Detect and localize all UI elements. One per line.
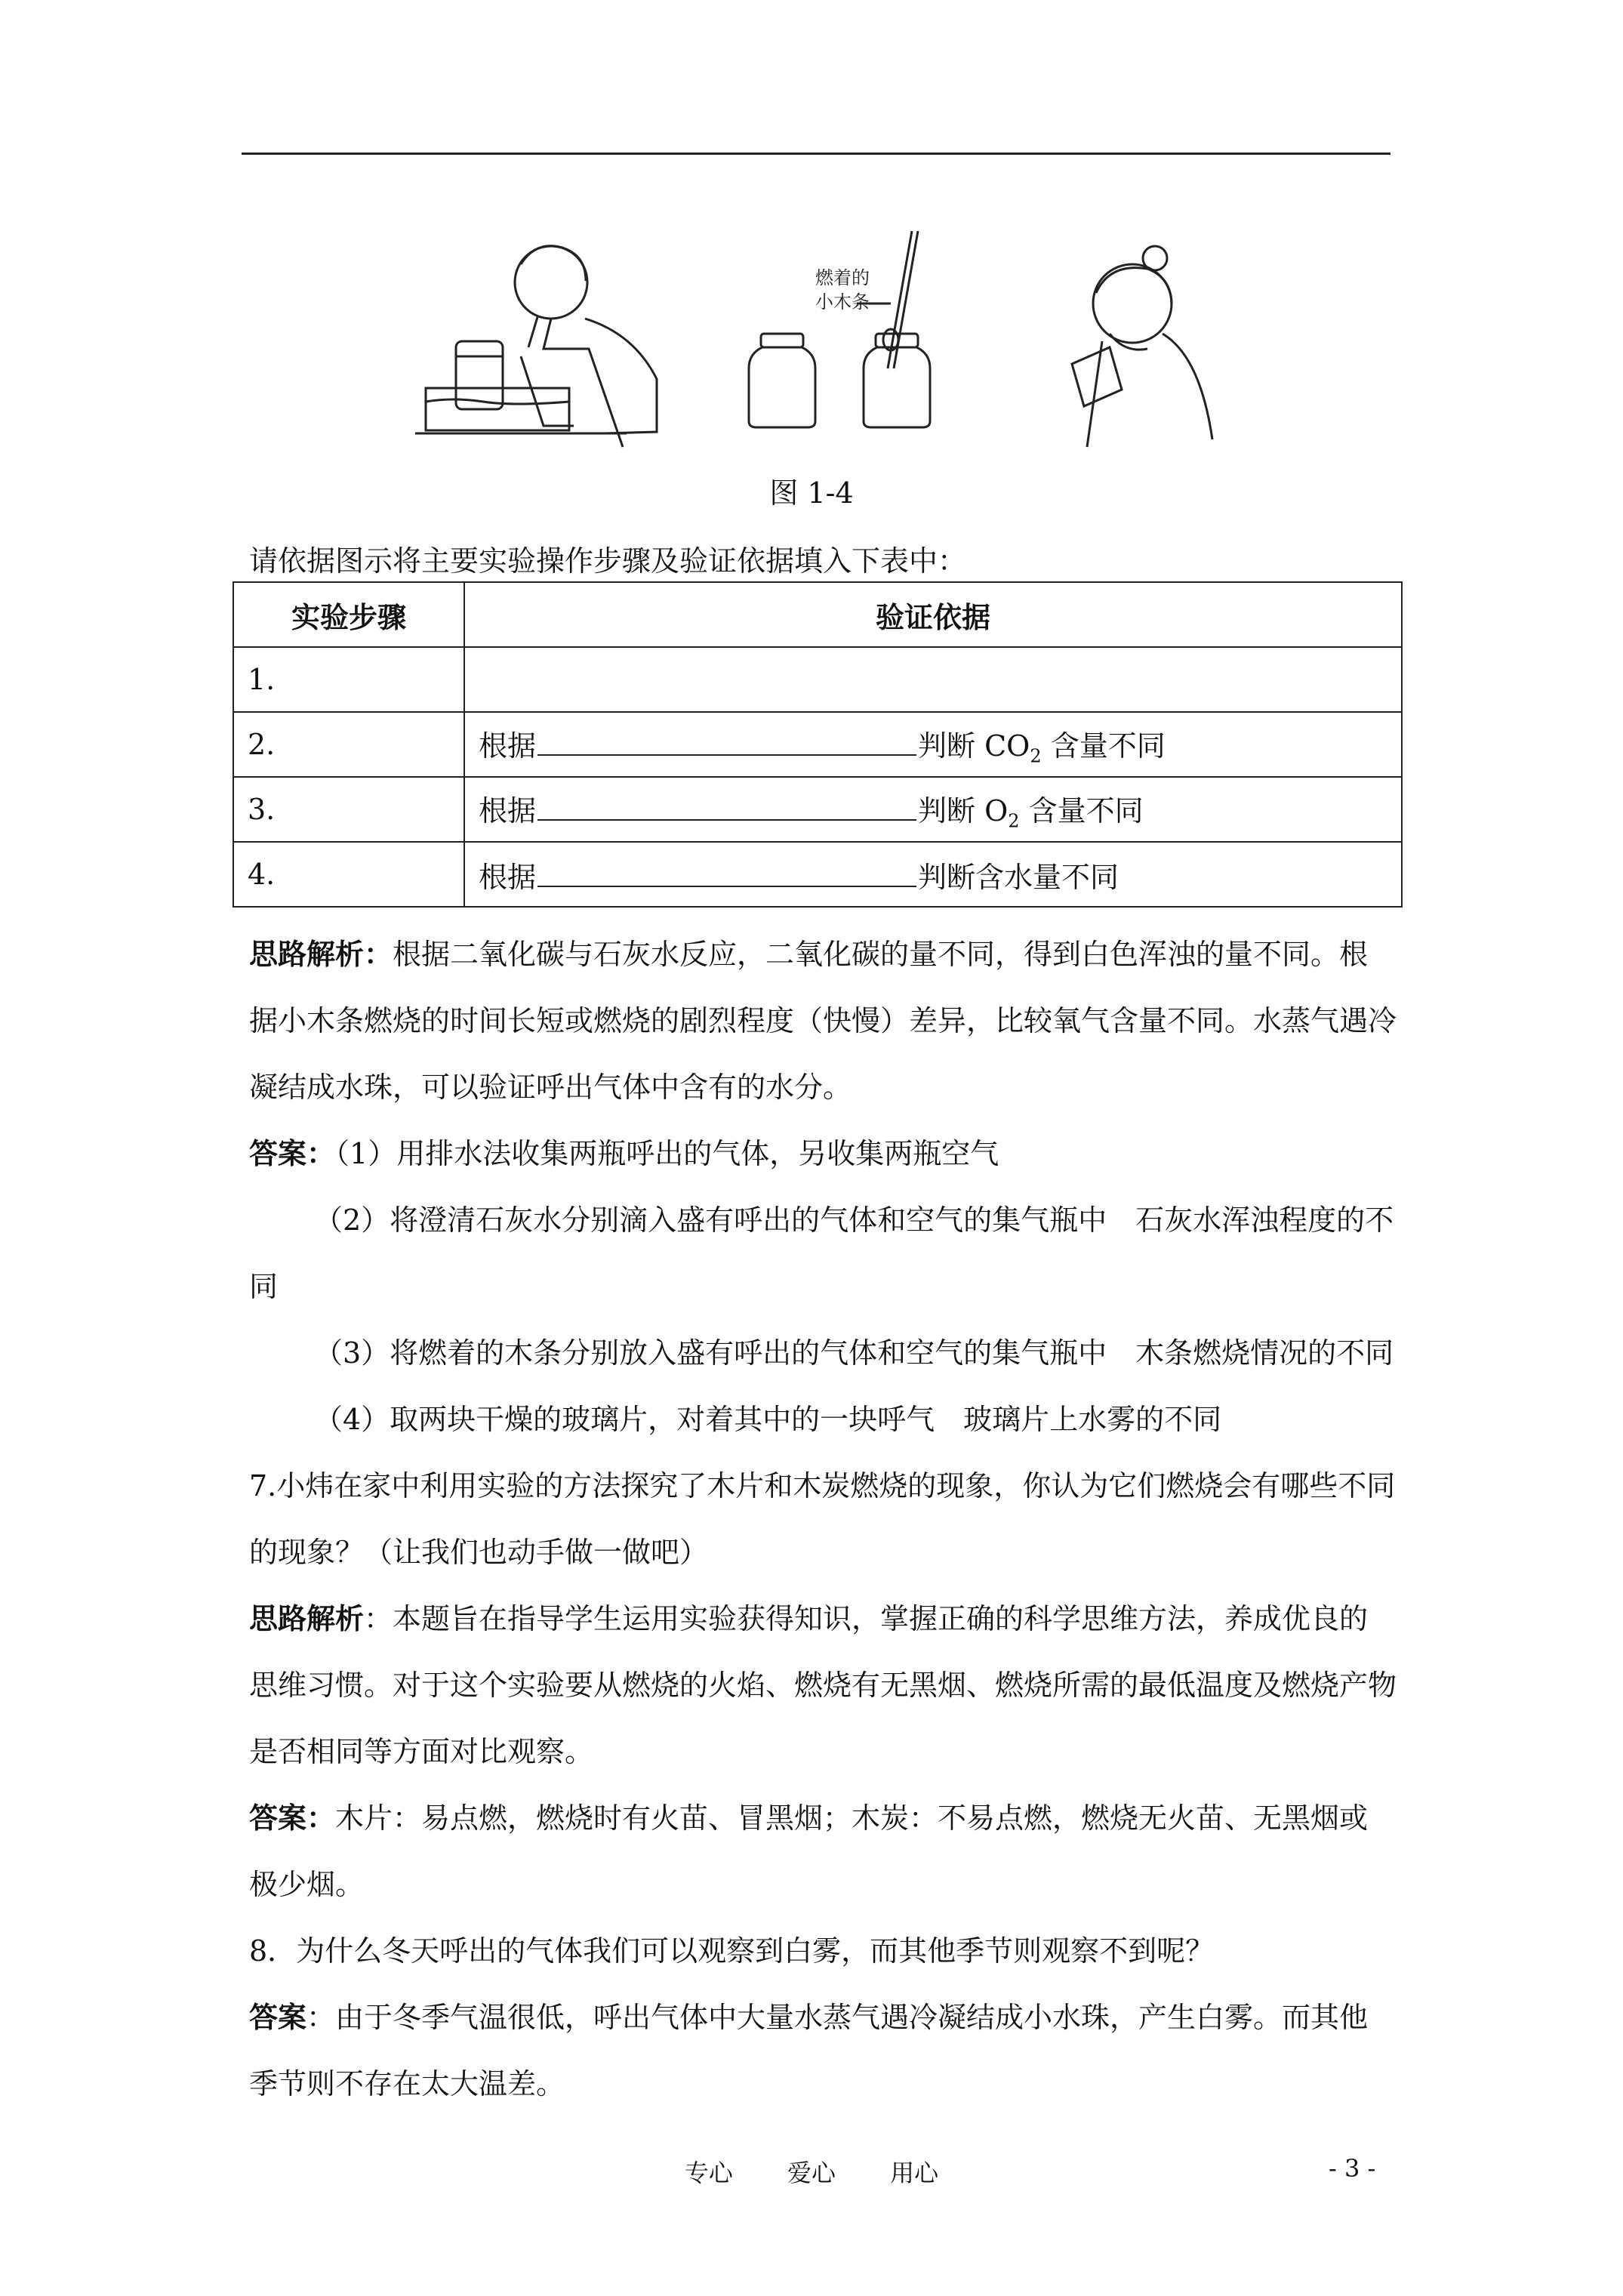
evidence-suffix: 判断含水量不同 bbox=[918, 860, 1119, 894]
answer-label: 答案： bbox=[249, 1801, 336, 1835]
boy-blowing-illustration bbox=[415, 246, 657, 447]
answer-text: ：由于冬季气温很低，呼出气体中大量水蒸气遇冷凝结成小水珠，产生白雾。而其他季节则不存在太大温差。 bbox=[249, 2001, 1369, 2100]
answer-item-3: （3）将燃着的木条分别放入盛有呼出的气体和空气的集气瓶中 木条燃烧情况的不同 bbox=[314, 1336, 1394, 1370]
subscript: 2 bbox=[1030, 745, 1042, 767]
answer-item: （1）用排水法收集两瓶呼出的气体，另收集两瓶空气 bbox=[335, 1137, 999, 1170]
analysis-paragraph-2 bbox=[249, 1586, 1397, 1785]
evidence-prefix: 根据 bbox=[479, 794, 537, 827]
answer-8 bbox=[249, 1984, 1397, 2117]
question-7: 7.小炜在家中利用实验的方法探究了木片和木炭燃烧的现象，你认为它们燃烧会有哪些不同的现象？（让我们也动手做一做吧） bbox=[249, 1469, 1396, 1569]
footer-motto: 专心 爱心 用心 bbox=[684, 2159, 939, 2187]
burning-stick-label-line1: 燃着的 bbox=[815, 267, 870, 288]
evidence-cell bbox=[464, 647, 1402, 712]
step-cell: 2. bbox=[233, 712, 464, 777]
header-rule bbox=[242, 153, 1390, 155]
header-steps: 实验步骤 bbox=[233, 582, 464, 647]
analysis-paragraph-1 bbox=[249, 921, 1397, 1120]
table-row bbox=[233, 712, 1402, 777]
analysis-label: 思路解析： bbox=[249, 937, 393, 971]
evidence-suffix: 判断 O bbox=[918, 794, 1009, 827]
evidence-cell bbox=[464, 712, 1402, 777]
fill-blank[interactable] bbox=[537, 863, 916, 887]
answer-item-2: （2）将澄清石灰水分别滴入盛有呼出的气体和空气的集气瓶中 石灰水浑浊程度的不同 bbox=[249, 1203, 1394, 1303]
evidence-prefix: 根据 bbox=[479, 729, 537, 763]
analysis-text: 根据二氧化碳与石灰水反应，二氧化碳的量不同，得到白色浑浊的量不同。根据小木条燃烧的时间长短或燃烧的剧烈程度（快慢）差异，比较氧气含量不同。水蒸气遇冷凝结成水珠，可以验证呼出气体中含有的水分。 bbox=[249, 938, 1397, 1104]
page-number: - 3 - bbox=[1329, 2154, 1376, 2183]
question-8: 8．为什么冬天呼出的气体我们可以观察到白雾，而其他季节则观察不到呢？ bbox=[249, 1934, 1215, 1968]
fill-blank[interactable] bbox=[537, 732, 916, 756]
girl-breathing-illustration bbox=[1072, 246, 1212, 447]
experiment-table bbox=[233, 581, 1403, 908]
table-row bbox=[233, 647, 1402, 712]
evidence-prefix: 根据 bbox=[479, 860, 537, 894]
evidence-suffix-end: 含量不同 bbox=[1019, 794, 1144, 827]
subscript: 2 bbox=[1008, 810, 1020, 832]
answer-item-4: （4）取两块干燥的玻璃片，对着其中的一块呼气 玻璃片上水雾的不同 bbox=[314, 1403, 1222, 1436]
experiment-illustration bbox=[408, 220, 1238, 455]
analysis-text: ：本题旨在指导学生运用实验获得知识，掌握正确的科学思维方法，养成优良的思维习惯。对于这个实验要从燃烧的火焰、燃烧有无黑烟、燃烧所需的最低温度及燃烧产物是否相同等方面对比观察。 bbox=[249, 1602, 1397, 1768]
step-cell: 1. bbox=[233, 647, 464, 712]
answer-7 bbox=[249, 1785, 1397, 1918]
answer-text: 木片：易点燃，燃烧时有火苗、冒黑烟；木炭：不易点燃，燃烧无火苗、无黑烟或极少烟。 bbox=[249, 1801, 1369, 1901]
gas-bottles-illustration bbox=[749, 231, 930, 427]
table-header-row bbox=[233, 582, 1402, 647]
evidence-suffix-end: 含量不同 bbox=[1041, 729, 1166, 763]
evidence-cell bbox=[464, 842, 1402, 907]
header-evidence: 验证依据 bbox=[464, 582, 1402, 647]
answer-label: 答案： bbox=[249, 1136, 336, 1170]
answer-label: 答案 bbox=[249, 2000, 307, 2034]
figure-caption: 图 1-4 bbox=[769, 476, 854, 510]
burning-stick-label-line2: 小木条 bbox=[815, 291, 870, 313]
step-cell: 3. bbox=[233, 777, 464, 842]
analysis-label: 思路解析 bbox=[249, 1601, 365, 1635]
evidence-cell bbox=[464, 777, 1402, 842]
fill-blank[interactable] bbox=[537, 797, 916, 821]
answer-1-line bbox=[249, 1120, 1397, 1187]
table-instruction: 请依据图示将主要实验操作步骤及验证依据填入下表中： bbox=[249, 544, 967, 578]
table-row bbox=[233, 777, 1402, 842]
step-cell: 4. bbox=[233, 842, 464, 907]
table-row bbox=[233, 842, 1402, 907]
evidence-suffix: 判断 CO bbox=[918, 729, 1030, 763]
